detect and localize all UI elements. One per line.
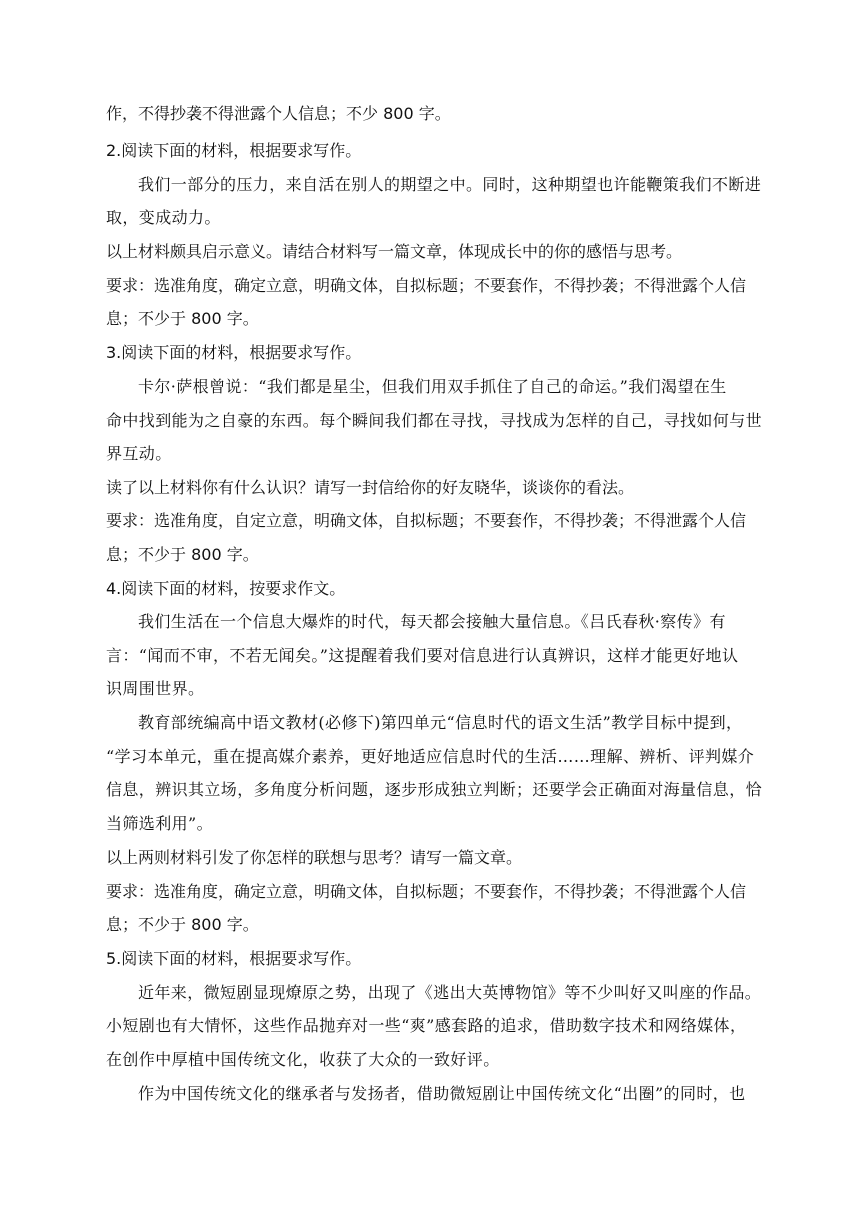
requirement-line: 息；不少于 800 字。 (106, 309, 259, 328)
material-line: 取，变成动力。 (106, 208, 221, 227)
material-line: 教育部统编高中语文教材(必修下)第四单元“信息时代的语文生活”教学目标中提到， (138, 713, 743, 732)
material-line: 我们生活在一个信息大爆炸的时代，每天都会接触大量信息。《吕氏春秋·察传》有 (138, 612, 726, 631)
material-line: 小短剧也有大情怀，这些作品抛弃对一些“爽”感套路的追求，借助数字技术和网络媒体， (106, 1016, 747, 1035)
material-line: 命中找到能为之自豪的东西。每个瞬间我们都在寻找，寻找成为怎样的自己，寻找如何与世 (106, 411, 763, 430)
question-heading: 5.阅读下面的材料，根据要求写作。 (106, 949, 362, 968)
requirement-line: 息；不少于 800 字。 (106, 915, 259, 934)
material-line: 近年来，微短剧显现燎原之势，出现了《逃出大英博物馆》等不少叫好又叫座的作品。 (138, 983, 762, 1002)
material-line: 在创作中厚植中国传统文化，收获了大众的一致好评。 (106, 1050, 500, 1069)
material-line: 言：“闻而不审，不若无闻矣。”这提醒着我们要对信息进行认真辨识，这样才能更好地认 (106, 646, 739, 665)
material-line: “学习本单元，重在提高媒介素养，更好地适应信息时代的生活……理解、辨析、评判媒介 (106, 747, 755, 766)
material-line: 界互动。 (106, 444, 172, 463)
instruction-line: 以上两则材料引发了你怎样的联想与思考？请写一篇文章。 (106, 848, 523, 867)
material-line: 信息，辨识其立场，多角度分析问题，逐步形成独立判断；还要学会正确面对海量信息，恰 (106, 780, 763, 799)
requirement-line: 要求：选准角度，确定立意，明确文体，自拟标题；不要套作，不得抄袭；不得泄露个人信 (106, 882, 747, 901)
material-line: 当筛选利用”。 (106, 814, 213, 833)
text-line: 作，不得抄袭不得泄露个人信息；不少 800 字。 (106, 104, 451, 123)
instruction-line: 以上材料颇具启示意义。请结合材料写一篇文章，体现成长中的你的感悟与思考。 (106, 242, 683, 261)
requirement-line: 要求：选准角度，确定立意，明确文体，自拟标题；不要套作，不得抄袭；不得泄露个人信 (106, 276, 747, 295)
requirement-line: 要求：选准角度，自定立意，明确文体，自拟标题；不要套作，不得抄袭；不得泄露个人信 (106, 511, 747, 530)
material-line: 我们一部分的压力，来自活在别人的期望之中。同时，这种期望也许能鞭策我们不断进 (138, 175, 762, 194)
question-heading: 4.阅读下面的材料，按要求作文。 (106, 579, 346, 598)
material-line: 卡尔·萨根曾说：“我们都是星尘，但我们用双手抓住了自己的命运。”我们渴望在生 (138, 377, 727, 396)
material-line: 作为中国传统文化的继承者与发扬者，借助微短剧让中国传统文化“出圈”的同时，也 (138, 1084, 746, 1103)
requirement-line: 息；不少于 800 字。 (106, 545, 259, 564)
question-heading: 3.阅读下面的材料，根据要求写作。 (106, 343, 362, 362)
instruction-line: 读了以上材料你有什么认识？请写一封信给你的好友晓华，谈谈你的看法。 (106, 478, 635, 497)
material-line: 识周围世界。 (106, 679, 205, 698)
question-heading: 2.阅读下面的材料，根据要求写作。 (106, 141, 362, 160)
